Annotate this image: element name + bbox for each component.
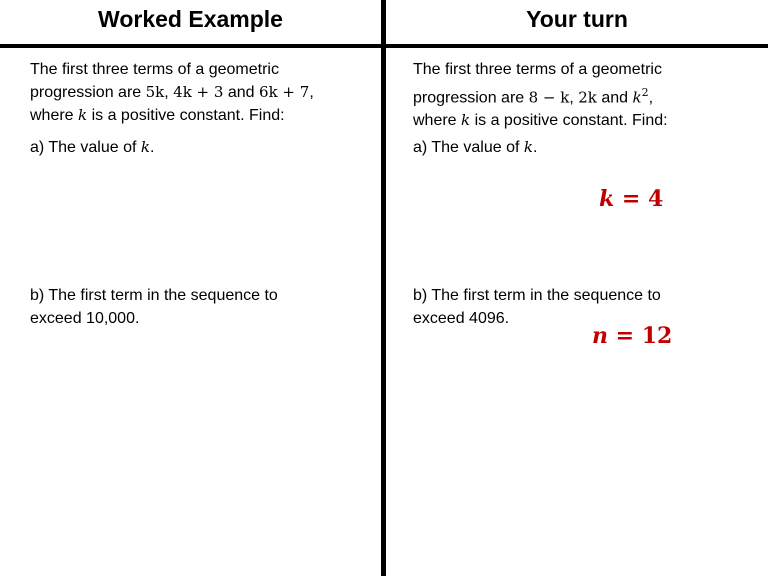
worked-question: [30, 58, 314, 127]
question-line: progression are 5k, 4k + 3 and 6k + 7,: [30, 83, 314, 101]
worked-example-title: Worked Example: [98, 6, 283, 32]
answer-b: [592, 323, 672, 349]
worked-part-b: [30, 284, 278, 330]
question-line: The first three terms of a geometric: [30, 61, 279, 78]
column-divider: [381, 0, 386, 576]
your-turn-part-a: a) The value of k.: [413, 138, 538, 156]
answer-value: = 4: [614, 186, 664, 212]
text: progression are: [30, 84, 146, 101]
variable: k: [78, 106, 88, 124]
term-2: 2k: [578, 88, 597, 107]
term-3: k: [632, 88, 642, 107]
your-turn-question: [413, 58, 668, 132]
text: is a positive constant. Find:: [87, 107, 285, 124]
term-1: 8 − k: [528, 88, 570, 107]
answer-value: = 12: [608, 323, 673, 349]
answer-a: [599, 186, 663, 212]
variable: k: [461, 111, 471, 130]
term-2: 4k + 3: [173, 83, 224, 101]
question-line: The first three terms of a geometric: [413, 61, 662, 78]
your-turn-title: Your turn: [526, 6, 628, 32]
exponent: 2: [641, 86, 649, 99]
text: b) The first term in the sequence to: [30, 287, 278, 304]
answer-variable: n: [592, 323, 608, 349]
term-3: 6k + 7: [259, 83, 310, 101]
text: is a positive constant. Find:: [470, 112, 668, 130]
text: a) The value of: [30, 139, 141, 156]
term-1: 5k: [145, 83, 165, 101]
text: where: [413, 112, 462, 130]
question-line: progression are 8 − k, 2k and $k^2$,: [413, 86, 654, 107]
text: and: [596, 89, 633, 107]
text: exceed 10,000.: [30, 310, 140, 327]
header-divider: [0, 44, 768, 48]
text: b) The first term in the sequence to: [413, 287, 661, 304]
text: exceed 4096.: [413, 310, 510, 327]
text: a) The value of: [413, 139, 524, 156]
question-line: [30, 104, 314, 127]
worked-part-a: a) The value of k.: [30, 138, 155, 156]
variable: k: [523, 138, 533, 156]
answer-variable: k: [599, 186, 615, 212]
text: progression are: [413, 89, 529, 107]
text: where: [30, 107, 79, 124]
text: and: [223, 84, 260, 101]
question-line: [413, 109, 668, 132]
variable: k: [140, 138, 150, 156]
